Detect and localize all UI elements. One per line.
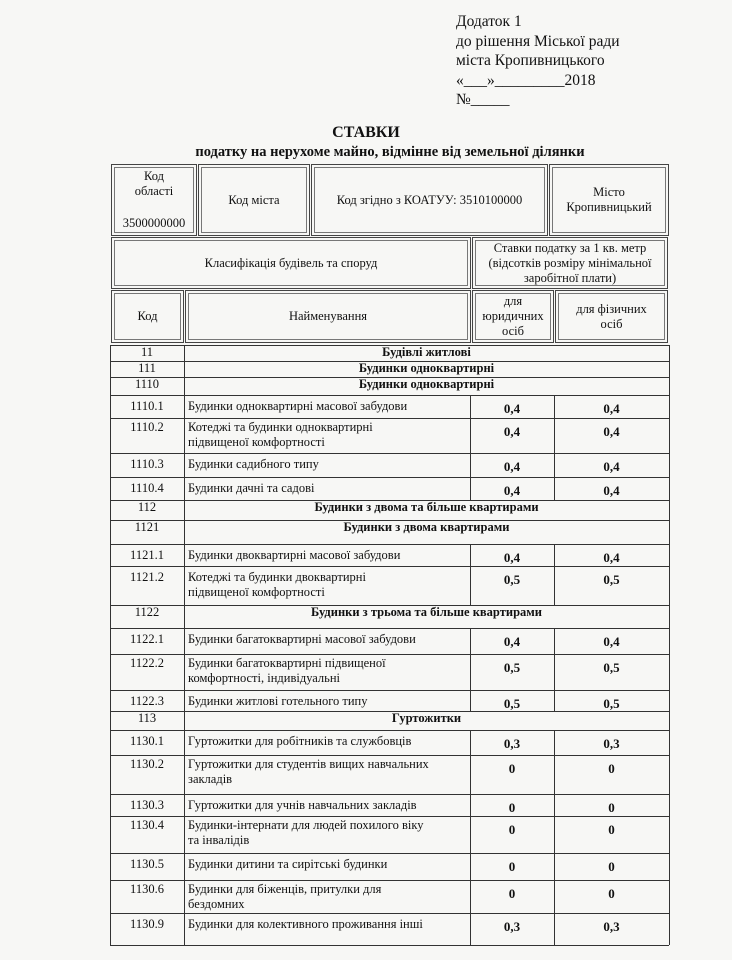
row-code: 1110.1 [130, 399, 164, 413]
legal-rate-value: 0,5 [503, 572, 521, 587]
row-code: 1122.2 [130, 656, 164, 670]
row-name: Будинки багатоквартирні підвищеної комфортності, індивідуальні [188, 656, 386, 685]
appendix-number: №_____ [456, 91, 510, 108]
city-code-label: Код міста [228, 192, 280, 207]
legal-rate-value: 0,4 [503, 401, 521, 416]
legal-rate-value: 0 [508, 800, 516, 815]
table-rule [110, 654, 669, 655]
legal-entities-header [472, 290, 554, 343]
code-header-label: Код [137, 309, 158, 323]
row-code: 1110.4 [130, 481, 164, 495]
group-heading: Будівлі житлові [382, 345, 471, 359]
legal-rate-value: 0 [508, 886, 516, 901]
legal-rate-value: 0,3 [503, 919, 521, 934]
table-rule [110, 755, 669, 756]
row-code: 1121 [134, 520, 160, 534]
individual-rate-value: 0,4 [603, 550, 620, 565]
row-name: Гуртожитки для учнів навчальних закладів [188, 798, 417, 812]
row-code: 1130.5 [130, 857, 164, 871]
table-rule [110, 477, 669, 478]
table-rule [110, 395, 669, 396]
name-header-label: Найменування [288, 309, 368, 323]
table-rule [110, 816, 669, 817]
individual-rate-value: 0 [608, 800, 615, 815]
table-rule [110, 853, 669, 854]
koatuu-code: Код згідно з КОАТУУ: 3510100000 [336, 192, 523, 207]
group-heading: Гуртожитки [391, 711, 462, 725]
row-name: Будинки садибного типу [188, 457, 319, 471]
table-rule [110, 566, 669, 567]
document-subtitle: податку на нерухоме майно, відмінне від земельної ділянки [195, 144, 585, 160]
legal-rate-value: 0,4 [503, 483, 521, 498]
table-rule [110, 794, 669, 795]
row-name: Будинки одноквартирні масової забудови [188, 399, 408, 413]
row-code: 1122.1 [130, 632, 164, 646]
individual-rate-value: 0,4 [603, 483, 620, 498]
appendix-line: міста Кропивницького [456, 52, 605, 69]
row-code: 1130.6 [130, 882, 164, 896]
table-rule [110, 453, 669, 454]
row-name: Будинки дачні та садові [188, 481, 315, 495]
individuals-header [555, 290, 668, 343]
individual-rate-value: 0,5 [603, 660, 620, 675]
appendix-date: «___»_________2018 [456, 71, 596, 89]
table-rule [669, 345, 670, 945]
rates-label: Ставки податку за 1 кв. метр (відсотків розміру мінімальної заробітної плати) [488, 240, 652, 285]
group-heading: Будинки одноквартирні [358, 361, 495, 375]
legal-rate-value: 0 [508, 822, 516, 837]
city-name: Місто Кропивницький [566, 185, 652, 214]
row-code: 1110 [134, 377, 160, 391]
appendix-line: Додаток 1 [456, 13, 522, 30]
row-code: 1122 [134, 605, 160, 619]
document-title: СТАВКИ [332, 124, 400, 141]
row-code: 11 [140, 345, 154, 359]
row-code: 1110.3 [130, 457, 164, 471]
row-name: Будинки дитини та сирітські будинки [188, 857, 388, 871]
row-name: Гуртожитки для робітників та службовців [188, 734, 412, 748]
individual-rate-value: 0 [608, 859, 615, 874]
region-code-cell [111, 164, 197, 236]
row-code: 112 [137, 500, 157, 514]
group-heading: Будинки одноквартирні [358, 377, 495, 391]
individuals-label: для фізичних осіб [576, 301, 647, 331]
individual-rate-value: 0,4 [603, 401, 620, 416]
individual-rate-value: 0,5 [603, 572, 620, 587]
table-rule [110, 880, 669, 881]
classification-header [111, 237, 471, 289]
group-heading: Будинки з трьома та більше квартирами [311, 605, 542, 619]
individual-rate-value: 0,5 [603, 696, 620, 711]
row-code: 1121.1 [130, 548, 164, 562]
row-code: 1130.9 [130, 917, 164, 931]
individual-rate-value: 0,4 [603, 459, 620, 474]
row-code: 1130.2 [130, 757, 164, 771]
code-column-header [111, 290, 184, 343]
legal-rate-value: 0,4 [503, 550, 521, 565]
appendix-block [456, 12, 620, 110]
row-name: Котеджі та будинки одноквартирні підвищеної комфортності [188, 420, 373, 449]
table-rule [110, 730, 669, 731]
row-name: Будинки для колективного проживання інші [188, 917, 423, 931]
legal-rate-value: 0,4 [503, 424, 521, 439]
row-code: 1130.1 [130, 734, 164, 748]
row-name: Будинки-інтернати для людей похилого віку та інвалідів [188, 818, 424, 847]
group-heading: Будинки з двома квартирами [343, 520, 510, 534]
region-code-label: Код області [134, 169, 174, 198]
city-name-cell [549, 164, 669, 236]
row-name: Будинки багатоквартирні масової забудови [188, 632, 416, 646]
table-rule [184, 345, 185, 945]
legal-rate-value: 0 [508, 761, 516, 776]
city-code-cell [198, 164, 310, 236]
row-code: 1110.2 [130, 420, 164, 434]
region-code-value: 3500000000 [122, 216, 186, 230]
individual-rate-value: 0 [608, 822, 615, 837]
row-code: 111 [138, 361, 156, 375]
row-name: Будинки для біженців, притулки для бездомних [188, 882, 382, 911]
row-code: 113 [137, 711, 157, 725]
row-code: 1130.4 [130, 818, 164, 832]
row-name: Будинки двоквартирні масової забудови [188, 548, 401, 562]
row-name: Котеджі та будинки двоквартирні підвищеної комфортності [188, 570, 366, 599]
legal-entities-label: для юридичних осіб [482, 294, 544, 338]
group-heading: Будинки з двома та більше квартирами [314, 500, 539, 514]
koatuu-cell [311, 164, 548, 236]
legal-rate-value: 0,5 [503, 660, 521, 675]
table-rule [110, 628, 669, 629]
individual-rate-value: 0,3 [603, 919, 620, 934]
legal-rate-value: 0 [508, 859, 516, 874]
row-name: Гуртожитки для студентів вищих навчальних закладів [188, 757, 429, 786]
individual-rate-value: 0,3 [603, 736, 620, 751]
legal-rate-value: 0,3 [503, 736, 521, 751]
table-rule [110, 690, 669, 691]
individual-rate-value: 0,4 [603, 424, 620, 439]
legal-rate-value: 0,4 [503, 459, 521, 474]
name-column-header [185, 290, 471, 343]
row-code: 1130.3 [130, 798, 164, 812]
individual-rate-value: 0,4 [603, 634, 620, 649]
legal-rate-value: 0,5 [503, 696, 521, 711]
row-code: 1122.3 [130, 694, 164, 708]
legal-rate-value: 0,4 [503, 634, 521, 649]
individual-rate-value: 0 [608, 761, 615, 776]
appendix-line: до рішення Міської ради [456, 32, 620, 50]
table-rule [110, 913, 669, 914]
table-rule [110, 544, 669, 545]
individual-rate-value: 0 [608, 886, 615, 901]
table-rule [110, 418, 669, 419]
table-rule [110, 945, 669, 946]
row-code: 1121.2 [130, 570, 164, 584]
rates-header [472, 237, 668, 289]
row-name: Будинки житлові готельного типу [188, 694, 368, 708]
classification-label: Класифікація будівель та споруд [204, 255, 378, 270]
